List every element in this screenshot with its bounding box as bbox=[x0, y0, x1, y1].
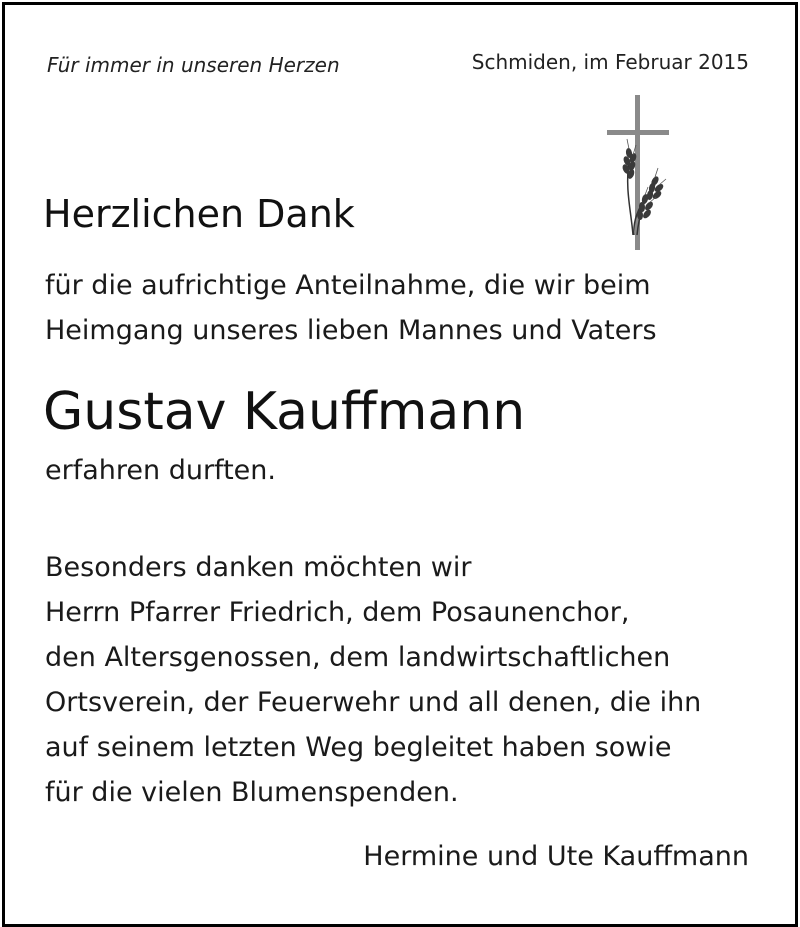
signature: Hermine und Ute Kauffmann bbox=[363, 841, 749, 872]
intro-line: für die aufrichtige Anteilnahme, die wir beim bbox=[45, 270, 651, 301]
motto-text: Für immer in unseren Herzen bbox=[47, 53, 340, 77]
thanks-line: Besonders danken möchten wir bbox=[45, 552, 472, 583]
intro-line: Heimgang unseres lieben Mannes und Vaters bbox=[45, 315, 657, 346]
notice-heading: Herzlichen Dank bbox=[43, 192, 355, 236]
notice-frame bbox=[2, 2, 798, 927]
thanks-line: den Altersgenossen, dem landwirtschaftlichen bbox=[45, 642, 671, 673]
deceased-name: Gustav Kauffmann bbox=[43, 382, 526, 442]
thanks-text bbox=[45, 545, 701, 815]
thanks-line: Ortsverein, der Feuerwehr und all denen, die ihn bbox=[45, 687, 702, 718]
thanks-line: Herrn Pfarrer Friedrich, dem Posaunenchor, bbox=[45, 597, 630, 628]
cross-with-wheat-icon bbox=[603, 95, 673, 255]
place-date: Schmiden, im Februar 2015 bbox=[471, 50, 749, 74]
thanks-line: auf seinem letzten Weg begleitet haben sowie bbox=[45, 732, 672, 763]
after-name-text: erfahren durften. bbox=[45, 455, 276, 486]
intro-text bbox=[45, 263, 657, 353]
thanks-line: für die vielen Blumenspenden. bbox=[45, 777, 459, 808]
